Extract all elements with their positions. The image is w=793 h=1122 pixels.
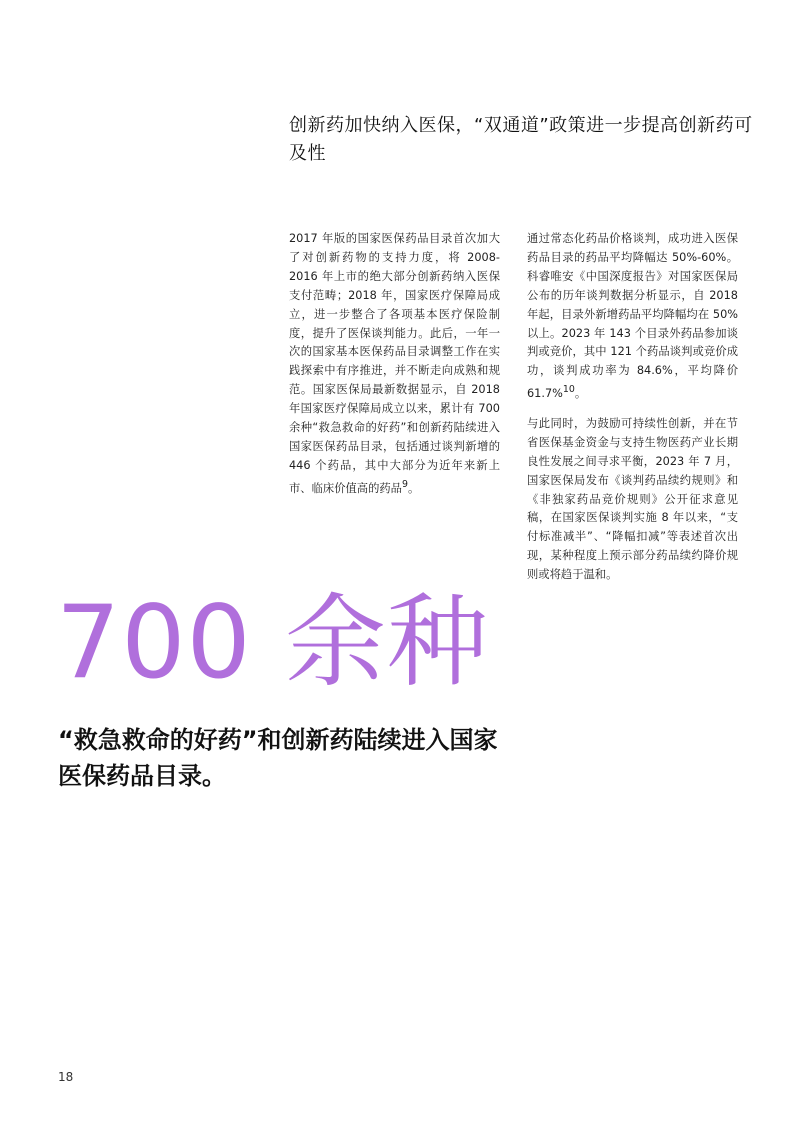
paragraph-text: 2017 年版的国家医保药品目录首次加大了对创新药物的支持力度，将 2008-2016 年上市的绝大部分创新药纳入医保支付范畴；2018 年，国家医疗保障局成立，进一步整合了各项基本医疗保险制度，提升了医保谈判能力。此后，一年一次的国家基本医保药品目录调整工作在实践探索中有序推进，并不断走向成熟和规范。国家医保局最新数据显示，自 2018 年国家医疗保障局成立以来，累计有 700 余种“救急救命的好药”和创新药陆续进入国家医保药品目录，包括通过谈判新增的 446 个药品，其中大部分为近年来新上市、临床价值高的药品	[289, 232, 500, 495]
paragraph	[527, 230, 738, 404]
paragraph: 与此同时，为鼓励可持续性创新，并在节省医保基金资金与支持生物医药产业长期良性发展之间寻求平衡，2023 年 7 月，国家医保局发布《谈判药品续约规则》和《非独家药品竞价规则》公开征求意见稿，在国家医保谈判实施 8 年以来，“支付标准减半”、“降幅扣减”等表述首次出现，某种程度上预示部分药品续约降价规则或将趋于温和。	[527, 416, 738, 582]
section-heading: 创新药加快纳入医保，“双通道”政策进一步提高创新药可及性	[289, 115, 753, 164]
footnote-ref: 10	[562, 384, 575, 396]
paragraph-end: 。	[407, 481, 420, 495]
body-column-right	[527, 230, 738, 596]
paragraph	[289, 230, 500, 498]
highlight-number: 700 余种	[56, 583, 489, 701]
paragraph-text: 通过常态化药品价格谈判，成功进入医保药品目录的药品平均降幅达 50%-60%。科睿唯安《中国深度报告》对国家医保局公布的历年谈判数据分析显示，自 2018 年起，目录外新增药品平均降幅均在 50% 以上。2023 年 143 个目录外药品参加谈判或竞价，其中 121 个药品谈判或竞价成功，谈判成功率为 84.6%，平均降价 61.7%	[527, 232, 738, 401]
highlight-caption: “救急救命的好药”和创新药陆续进入国家医保药品目录。	[58, 726, 498, 790]
body-column-left	[289, 230, 500, 509]
footnote-ref: 9	[401, 478, 408, 490]
page-number: 18	[58, 1070, 74, 1084]
paragraph-end: 。	[574, 387, 587, 401]
